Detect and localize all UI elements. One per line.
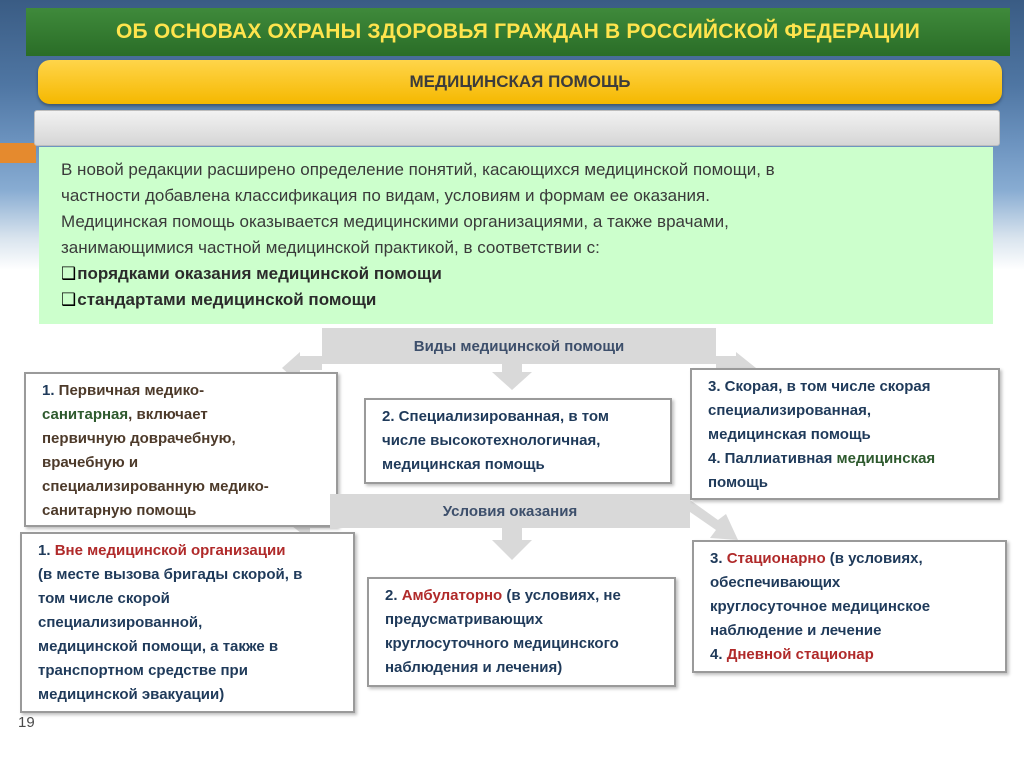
- box-text: 2. Специализированная, в том: [382, 408, 609, 425]
- box-text-highlight: Дневной стационар: [726, 646, 874, 663]
- item-number: 1.: [42, 382, 55, 399]
- intro-line: Медицинская помощь оказывается медицинскими организациями, а также врачами,: [61, 212, 729, 231]
- box-text: врачебную и: [42, 454, 139, 471]
- bullet-text: порядками оказания медицинской помощи: [77, 264, 442, 283]
- checkbox-bullet-icon: ❑: [61, 264, 77, 283]
- box-text: специализированная,: [708, 402, 872, 419]
- box-text: наблюдение и лечение: [710, 622, 882, 639]
- box-text: специализированной,: [38, 614, 203, 631]
- box-text: медицинской эвакуации): [38, 686, 225, 703]
- bullet-text: стандартами медицинской помощи: [77, 290, 377, 309]
- box-text: том числе скорой: [38, 590, 170, 607]
- box-text: числе высокотехнологичная,: [382, 432, 601, 449]
- arrow-right-conditions: [690, 500, 738, 540]
- box-text: Первичная медико-: [54, 382, 205, 399]
- box-text: медицинская помощь: [382, 456, 545, 473]
- box-text: предусматривающих: [385, 611, 543, 628]
- arrow-down-types: [492, 360, 532, 390]
- box-text: 3. Скорая, в том числе скорая: [708, 378, 931, 395]
- box-text: специализированную медико-: [42, 478, 269, 495]
- type-box-primary: [24, 372, 338, 527]
- checkbox-bullet-icon: ❑: [61, 290, 77, 309]
- types-header: Виды медицинской помощи: [322, 328, 716, 364]
- box-text: , включает: [128, 406, 208, 423]
- intro-line: занимающимися частной медицинской практикой, в соответствии с:: [61, 238, 600, 257]
- box-text: первичную доврачебную,: [42, 430, 236, 447]
- box-text: санитарную помощь: [42, 502, 197, 519]
- section-subtitle: МЕДИЦИНСКАЯ ПОМОЩЬ: [38, 60, 1002, 104]
- box-text: медицинской помощи, а также в: [38, 638, 279, 655]
- intro-line: частности добавлена классификация по видам, условиям и формам ее оказания.: [61, 186, 710, 205]
- slide-title: ОБ ОСНОВАХ ОХРАНЫ ЗДОРОВЬЯ ГРАЖДАН В РОССИЙСКОЙ ФЕДЕРАЦИИ: [26, 8, 1010, 56]
- box-text-highlight: Вне медицинской организации: [54, 542, 286, 559]
- box-text: (в условиях,: [825, 550, 923, 567]
- intro-line: В новой редакции расширено определение понятий, касающихся медицинской помощи, в: [61, 160, 775, 179]
- box-text: медицинская помощь: [708, 426, 871, 443]
- arrow-down-conditions: [492, 524, 532, 560]
- box-text-highlight: Амбулаторно: [401, 587, 503, 604]
- box-text: (в условиях, не: [502, 587, 621, 604]
- box-text-highlight: медицинская: [836, 450, 936, 467]
- box-text: (в месте вызова бригады скорой, в: [38, 566, 303, 583]
- box-text: наблюдения и лечения): [385, 659, 563, 676]
- item-number: 1.: [38, 542, 55, 559]
- box-text: обеспечивающих: [710, 574, 841, 591]
- box-text: круглосуточного медицинского: [385, 635, 619, 652]
- item-number: 3.: [710, 550, 727, 567]
- box-text: транспортном средстве при: [38, 662, 248, 679]
- condition-box-outside: [20, 532, 355, 713]
- conditions-header: Условия оказания: [330, 494, 690, 528]
- box-text-highlight: санитарная: [42, 406, 129, 423]
- type-box-specialized: [364, 398, 672, 484]
- box-text-highlight: Стационарно: [726, 550, 826, 567]
- box-text: круглосуточное медицинское: [710, 598, 931, 615]
- item-number: 2.: [385, 587, 402, 604]
- condition-box-inpatient: [692, 540, 1007, 673]
- type-box-emergency: [690, 368, 1000, 500]
- page-number: 19: [18, 714, 35, 731]
- box-text: помощь: [708, 474, 768, 491]
- item-number: 4.: [710, 646, 727, 663]
- box-text: 4. Паллиативная: [708, 450, 837, 467]
- condition-box-outpatient: [367, 577, 676, 687]
